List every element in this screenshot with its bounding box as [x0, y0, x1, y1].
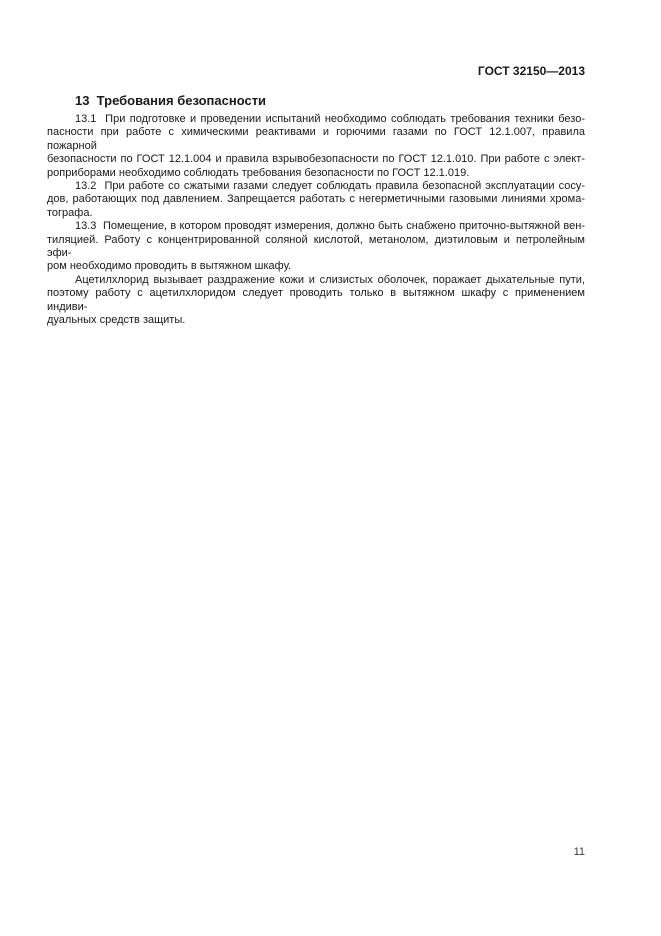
running-header — [47, 64, 585, 79]
paragraph-13-1-line: безопасности по ГОСТ 12.1.004 и правила взрывобезопасности по ГОСТ 12.1.010. При работе с элект- — [47, 153, 585, 166]
page-number: 11 — [573, 846, 585, 858]
paragraph-13-2-line: тографа. — [47, 206, 93, 219]
paragraph-13-2-line: дов, работающих под давлением. Запрещается работать с негерметичными газовыми линиями хрома- — [47, 193, 585, 206]
paragraph-acetylchloride-line: поэтому работу с ацетилхлоридом следует проводить только в вытяжном шкафу с применением индиви- — [47, 287, 585, 313]
paragraph-13-3-line: ром необходимо проводить в вытяжном шкафу. — [47, 260, 292, 273]
paragraph-13-1-line: пасности при работе с химическими реактивами и горючими газами по ГОСТ 12.1.007, правила пожарной — [47, 126, 585, 152]
paragraph-13-2-line: 13.2 При работе со сжатыми газами следует соблюдать правила безопасной эксплуатации сосу- — [75, 180, 585, 193]
paragraph-13-3-line: тиляцией. Работу с концентрированной соляной кислотой, метанолом, диэтиловым и петролейным эфи- — [47, 233, 585, 260]
paragraph-acetylchloride-line: дуальных средств защиты. — [47, 314, 186, 327]
paragraph-13-1-line: роприборами необходимо соблюдать требования безопасности по ГОСТ 12.1.019. — [47, 166, 470, 179]
section-heading: 13 Требования безопасности — [75, 93, 267, 108]
paragraph-13-3-line: 13.3 Помещение, в котором проводят измерения, должно быть снабжено приточно-вытяжной вен- — [75, 220, 585, 233]
paragraph-13-1-line: 13.1 При подготовке и проведении испытаний необходимо соблюдать требования техники безо- — [75, 113, 585, 125]
paragraph-acetylchloride-line: Ацетилхлорид вызывает раздражение кожи и слизистых оболочек, поражает дыхательные пути, — [75, 273, 585, 286]
body-text — [47, 113, 585, 328]
document-code: ГОСТ 32150—2013 — [477, 64, 585, 78]
